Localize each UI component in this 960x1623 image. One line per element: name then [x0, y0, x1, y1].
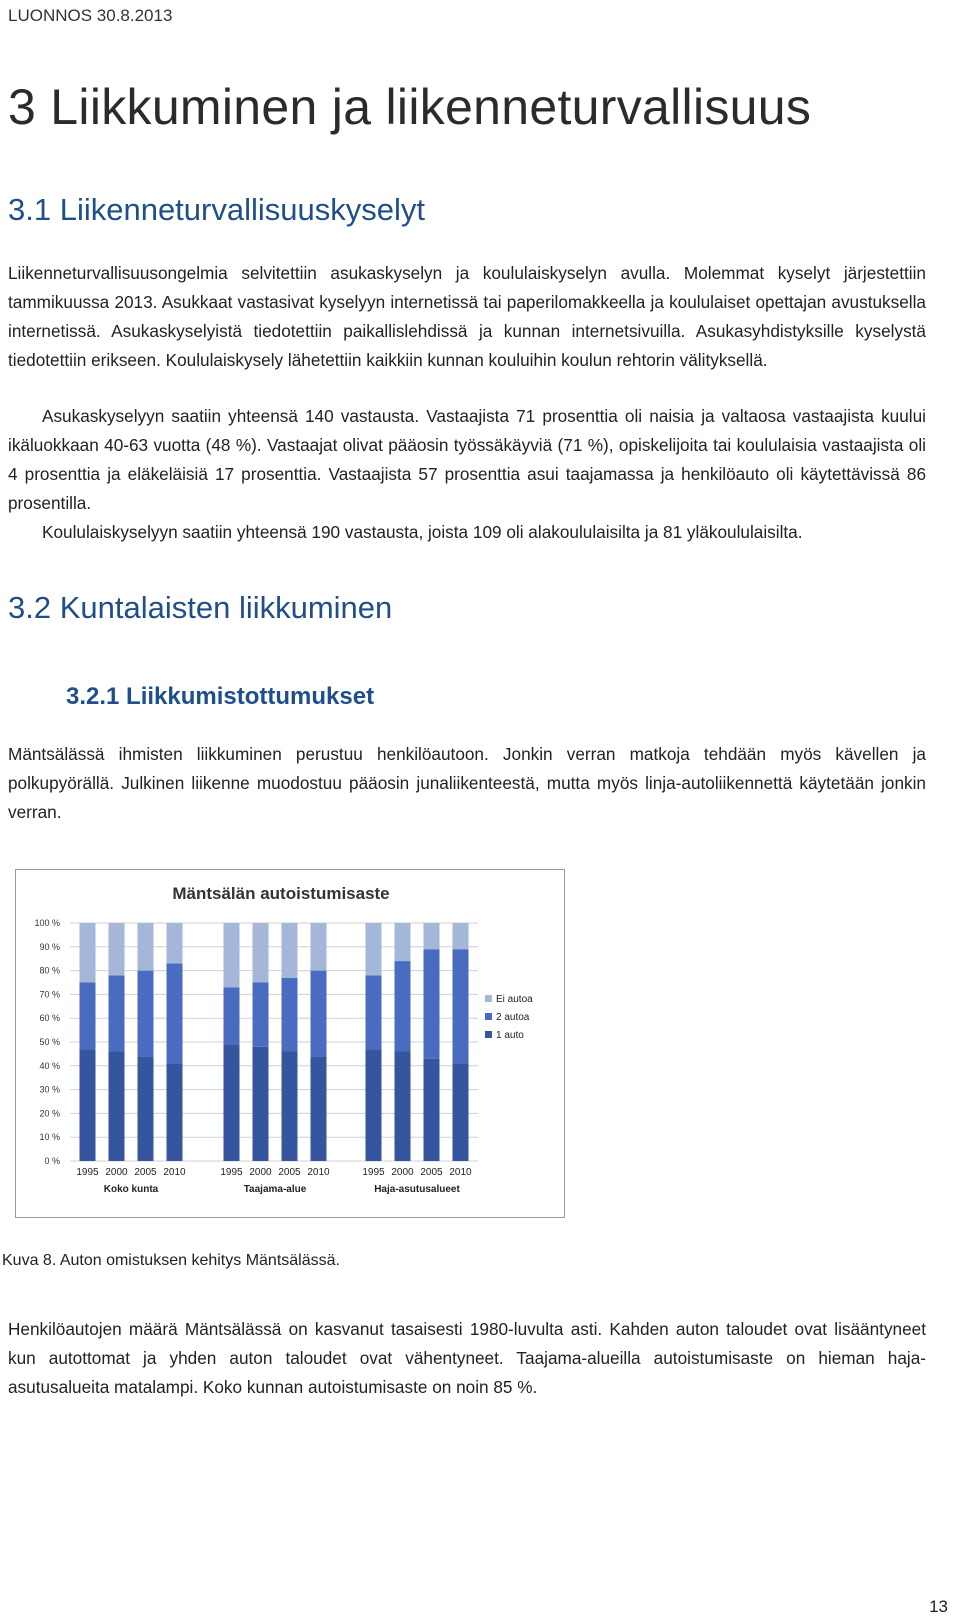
bar-segment	[224, 923, 240, 987]
bar-segment	[453, 923, 469, 949]
section-3-2-title: 3.2 Kuntalaisten liikkuminen	[8, 590, 393, 625]
bar-segment	[253, 923, 269, 983]
section-3-1-title: 3.1 Liikenneturvallisuuskyselyt	[8, 192, 425, 227]
x-tick-label: 2010	[449, 1167, 472, 1178]
bar-segment	[366, 1049, 382, 1161]
y-tick-label: 90 %	[39, 941, 60, 952]
bar-segment	[424, 923, 440, 949]
y-tick-label: 100 %	[34, 918, 60, 928]
x-tick-label: 2010	[163, 1167, 186, 1178]
legend-swatch	[485, 1013, 492, 1020]
x-tick-label: 1995	[362, 1167, 385, 1178]
bar-segment	[80, 1049, 96, 1161]
x-tick-label: 2005	[420, 1167, 443, 1178]
section-3-1-paragraph-2: Asukaskyselyyn saatiin yhteensä 140 vastausta. Vastaajista 71 prosenttia oli naisia ja valtaosa vastaajista kuului ikäluokkaan 40-63 vuotta (48 %). Vastaajat olivat pääosin työssäkäyviä (71 %), opiskelijoita tai koululaisia vastaajista oli 4 prosenttia ja eläkeläisiä 17 prosenttia. Vastaajista 57 prosenttia asui taajamassa ja henkilöauto oli käytettävissä 86 prosentilla.	[8, 406, 926, 513]
page-number: 13	[929, 1597, 948, 1616]
y-tick-label: 10 %	[39, 1132, 60, 1143]
y-tick-label: 70 %	[39, 989, 60, 1000]
bar-segment	[366, 975, 382, 1049]
bar-segment	[253, 983, 269, 1047]
x-tick-label: 2000	[105, 1167, 128, 1178]
x-tick-label: 2005	[278, 1167, 301, 1178]
x-tick-label: 2000	[391, 1167, 414, 1178]
x-tick-label: 2005	[134, 1167, 157, 1178]
legend-label: 2 autoa	[496, 1012, 530, 1023]
bar-segment	[253, 1047, 269, 1161]
bar-segment	[167, 923, 183, 963]
section-3-2-1-paragraph-2: Henkilöautojen määrä Mäntsälässä on kasvanut tasaisesti 1980-luvulta asti. Kahden auton taloudet ovat lisääntyneet kun autottomat ja yhden auton taloudet ovat vähentyneet. Taajama-alueilla autoistumisaste on hieman haja-asutusalueita matalampi. Koko kunnan autoistumisaste on noin 85 %.	[8, 1319, 926, 1397]
figure-caption: Kuva 8. Auton omistuksen kehitys Mäntsälässä.	[2, 1252, 340, 1269]
legend-label: Ei autoa	[496, 994, 533, 1005]
bar-segment	[282, 923, 298, 978]
bar-segment	[424, 949, 440, 1058]
bar-segment	[282, 978, 298, 1052]
bar-segment	[366, 923, 382, 975]
legend-swatch	[485, 995, 492, 1002]
x-tick-label: 2000	[249, 1167, 272, 1178]
bar-segment	[80, 983, 96, 1050]
y-tick-label: 20 %	[39, 1108, 60, 1119]
bar-segment	[224, 987, 240, 1044]
x-group-label: Koko kunta	[103, 1184, 159, 1195]
x-tick-label: 2010	[307, 1167, 330, 1178]
bar-segment	[109, 1052, 125, 1161]
legend-label: 1 auto	[496, 1030, 524, 1041]
x-tick-label: 1995	[76, 1167, 99, 1178]
chart-canvas	[16, 870, 564, 1217]
chart-title: Mäntsälän autoistumisaste	[172, 884, 390, 903]
bar-segment	[311, 971, 327, 1057]
bar-segment	[395, 923, 411, 961]
bar-segment	[311, 1056, 327, 1161]
section-3-2-1-title: 3.2.1 Liikkumistottumukset	[66, 683, 375, 710]
bar-segment	[80, 923, 96, 983]
bar-segment	[453, 949, 469, 1063]
car-ownership-chart	[15, 869, 565, 1218]
bar-segment	[424, 1059, 440, 1161]
section-3-2-1-paragraph-1: Mäntsälässä ihmisten liikkuminen perustuu henkilöautoon. Jonkin verran matkoja tehdään myös kävellen ja polkupyörällä. Julkinen liikenne muodostuu pääosin junaliikenteestä, mutta myös linja-autoliikennettä käytetään jonkin verran.	[8, 744, 926, 822]
section-3-1-paragraph-3: Koululaiskyselyyn saatiin yhteensä 190 vastausta, joista 109 oli alakoululaisilta ja 81 yläkoululaisilta.	[42, 522, 803, 542]
bar-segment	[453, 1063, 469, 1161]
bar-segment	[311, 923, 327, 971]
bar-segment	[138, 1056, 154, 1161]
bar-segment	[167, 963, 183, 1063]
draft-label: LUONNOS 30.8.2013	[8, 6, 173, 25]
bar-segment	[167, 1063, 183, 1161]
y-tick-label: 80 %	[39, 965, 60, 976]
chapter-title: 3 Liikkuminen ja liikenneturvallisuus	[8, 79, 812, 135]
bar-segment	[224, 1044, 240, 1161]
bar-segment	[395, 961, 411, 1051]
y-tick-label: 40 %	[39, 1060, 60, 1071]
bar-segment	[395, 1052, 411, 1161]
legend-swatch	[485, 1031, 492, 1038]
x-group-label: Taajama-alue	[243, 1184, 307, 1195]
bar-segment	[109, 923, 125, 975]
bar-segment	[282, 1052, 298, 1161]
y-tick-label: 50 %	[39, 1037, 60, 1047]
x-tick-label: 1995	[220, 1167, 243, 1178]
bar-segment	[138, 971, 154, 1057]
y-tick-label: 0 %	[44, 1156, 60, 1166]
bar-segment	[109, 975, 125, 1051]
y-tick-label: 60 %	[39, 1013, 60, 1024]
section-3-1-paragraph-1: Liikenneturvallisuusongelmia selvitettiin asukaskyselyn ja koululaiskyselyn avulla. Molemmat kyselyt järjestettiin tammikuussa 2013. Asukkaat vastasivat kyselyyn internetissä tai paperilomakkeella ja koululaiset opettajan avustuksella internetissä. Asukaskyselyistä tiedotettiin paikallislehdissä ja kunnan internetsivuilla. Asukasyhdistyksille kyselystä tiedotettiin erikseen. Koululaiskysely lähetettiin kaikkiin kunnan kouluihin koulun rehtorin välityksellä.	[8, 263, 926, 370]
x-group-label: Haja-asutusalueet	[374, 1184, 460, 1195]
y-tick-label: 30 %	[39, 1084, 60, 1095]
bar-segment	[138, 923, 154, 971]
